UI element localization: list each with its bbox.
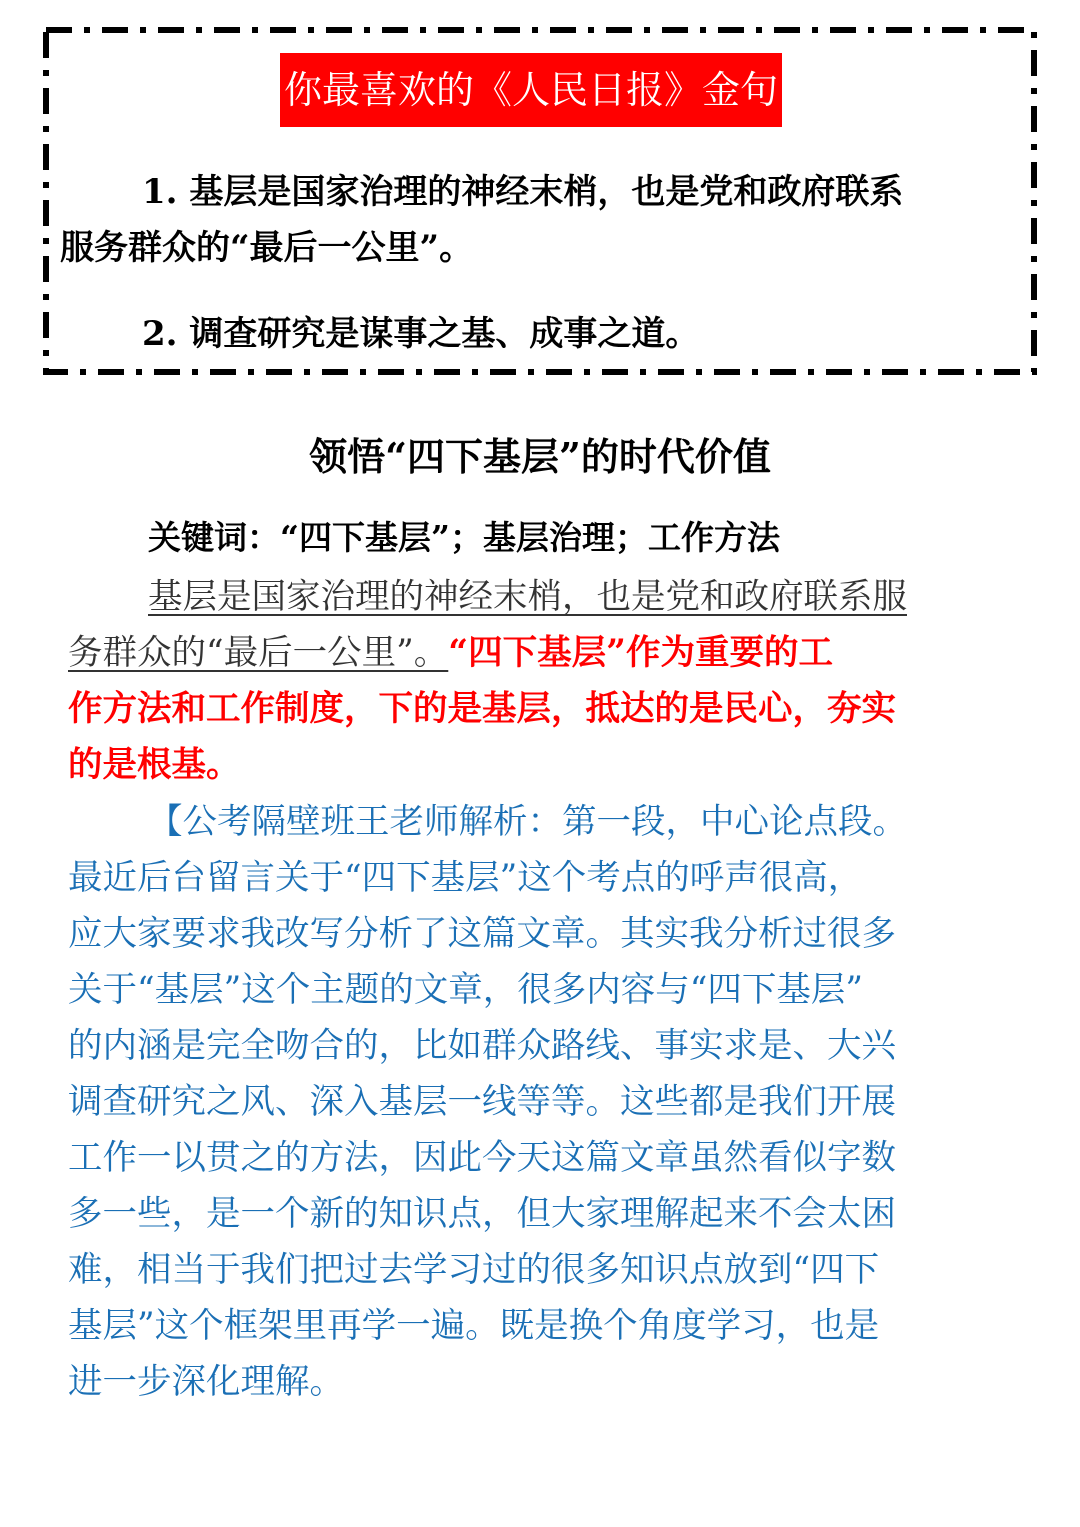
analysis-line: 关于“基层”这个主题的文章，很多内容与“四下基层” xyxy=(68,970,864,1010)
quote-box xyxy=(42,26,1038,376)
article-title: 领悟“四下基层”的时代价值 xyxy=(309,434,771,479)
quote-item-1-line-2: 服务群众的“最后一公里”。 xyxy=(60,228,474,268)
analysis-line: 应大家要求我改写分析了这篇文章。其实我分析过很多 xyxy=(68,914,896,954)
paragraph-1-underlined-text: 务群众的“最后一公里”。 xyxy=(68,633,449,673)
quote-item-1-line-1: 1. 基层是国家治理的神经末梢，也是党和政府联系 xyxy=(142,172,904,212)
analysis-line: 调查研究之风、深入基层一线等等。这些都是我们开展 xyxy=(68,1082,896,1122)
analysis-line: 多一些，是一个新的知识点，但大家理解起来不会太困 xyxy=(68,1194,896,1234)
analysis-line: 最近后台留言关于“四下基层”这个考点的呼声很高， xyxy=(68,858,863,898)
paragraph-1-line-2 xyxy=(68,628,833,678)
paragraph-1-red-text: “四下基层”作为重要的工 xyxy=(448,633,833,673)
analysis-line: 【公考隔壁班王老师解析：第一段，中心论点段。 xyxy=(148,802,907,842)
analysis-line: 基层”这个框架里再学一遍。既是换个角度学习，也是 xyxy=(68,1306,880,1346)
quote-item-2: 2. 调查研究是谋事之基、成事之道。 xyxy=(142,314,700,354)
analysis-line: 进一步深化理解。 xyxy=(68,1362,344,1402)
analysis-line: 的内涵是完全吻合的，比如群众路线、事实求是、大兴 xyxy=(68,1026,896,1066)
quote-heading: 你最喜欢的《人民日报》金句 xyxy=(280,53,782,127)
paragraph-1-line-1: 基层是国家治理的神经末梢，也是党和政府联系服 xyxy=(148,577,907,617)
keywords-line: 关键词：“四下基层”；基层治理；工作方法 xyxy=(148,518,780,557)
analysis-line: 难，相当于我们把过去学习过的很多知识点放到“四下 xyxy=(68,1250,880,1290)
paragraph-1-line-3: 作方法和工作制度，下的是基层，抵达的是民心，夯实 xyxy=(68,689,896,729)
paragraph-1-line-4: 的是根基。 xyxy=(68,745,241,785)
analysis-line: 工作一以贯之的方法，因此今天这篇文章虽然看似字数 xyxy=(68,1138,896,1178)
